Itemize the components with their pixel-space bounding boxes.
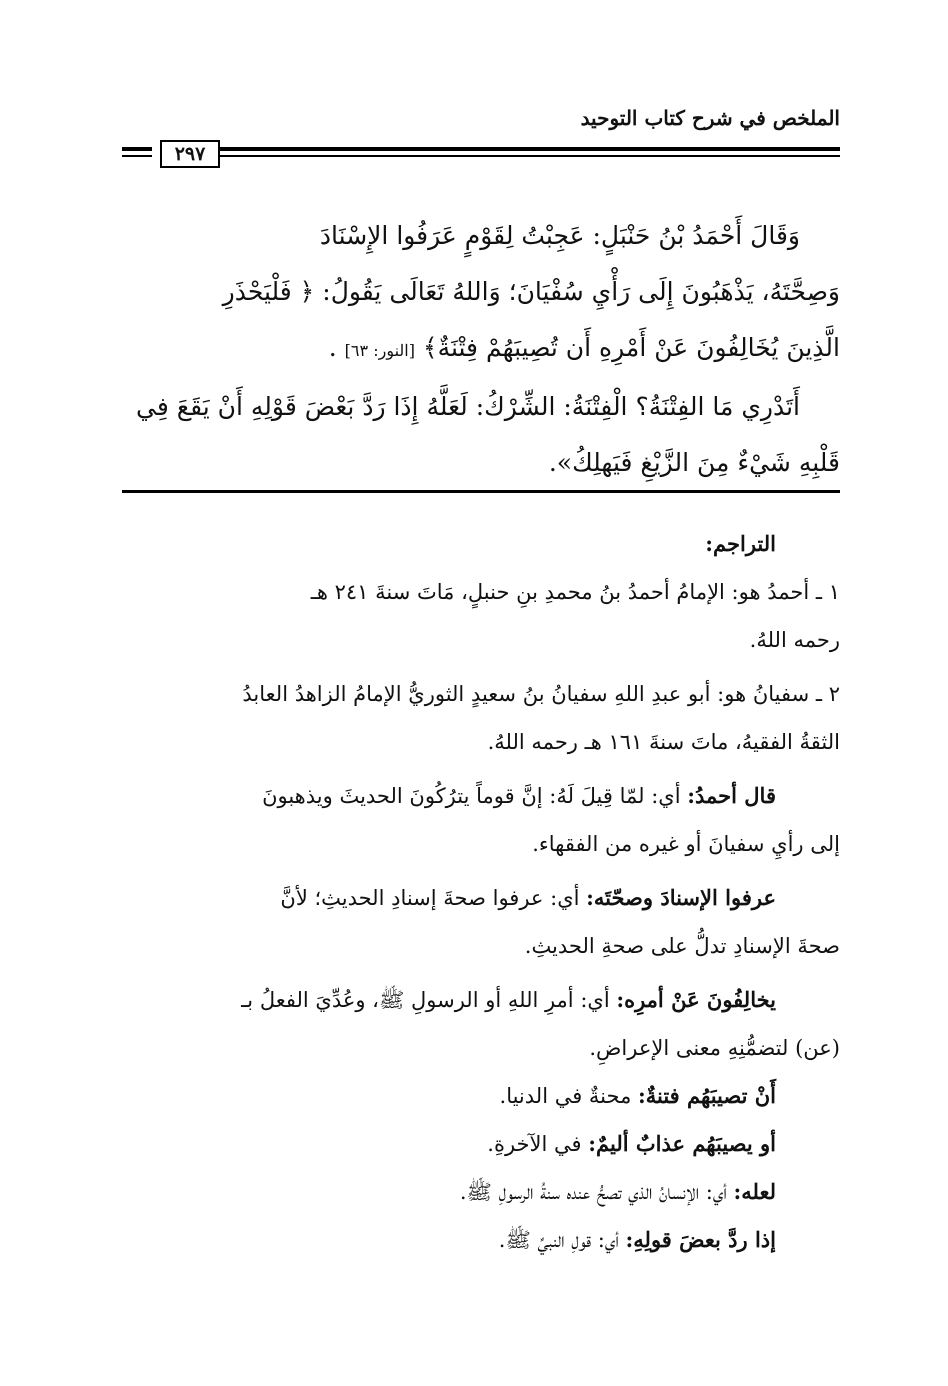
book-page <box>122 100 840 1280</box>
header-rule-short-thin <box>122 155 152 157</box>
note-term: قال أحمدُ: <box>687 783 776 808</box>
header-rule <box>122 140 840 166</box>
biography-line: ٢ ـ سفيانُ هو: أبو عبدِ اللهِ سفيانُ بنُ سعيدٍ الثوريُّ الإمامُ الزاهدُ العابدُ <box>242 682 840 706</box>
note-text: أي: قولِ النبيِّ ﷺ. <box>498 1228 626 1252</box>
quote-line: وَصِحَّتَهُ، يَذْهَبُونَ إِلَى رَأْيِ سُفْيَانَ؛ وَاللهُ تَعَالَى يَقُولُ: ﴿ فَلْيَحْذَرِ <box>222 277 840 306</box>
running-title: الملخص في شرح كتاب التوحيد <box>580 106 840 130</box>
quran-verse: الَّذِينَ يُخَالِفُونَ عَنْ أَمْرِهِ أَن تُصِيبَهُمْ فِتْنَةٌ﴾ <box>422 333 840 362</box>
note-paragraph <box>122 874 840 922</box>
note-term: أَنْ تصيبَهُم فتنةٌ: <box>638 1083 776 1108</box>
main-quote <box>122 208 840 491</box>
quote-line: وَقَالَ أَحْمَدُ بْنُ حَنْبَلٍ: عَجِبْتُ لِقَوْمٍ عَرَفُوا الإِسْنَادَ <box>319 221 800 250</box>
note-text: في الآخرةِ. <box>487 1132 589 1156</box>
note-text: أي: عرفوا صحةَ إسنادِ الحديثِ؛ لأنَّ <box>280 886 587 910</box>
biography-line: ١ ـ أحمدُ هو: الإمامُ أحمدُ بنُ محمدِ بنِ حنبلٍ، مَاتَ سنةَ ٢٤١ هـ <box>310 580 840 604</box>
quote-line: قَلْبِهِ شَيْءٌ مِنَ الزَّيْغِ فَيَهلِكُ». <box>548 448 840 477</box>
note-text: أي: الإنسانُ الذي تصحُّ عنده سنةُ الرسولِ ﷺ. <box>459 1180 734 1204</box>
note-paragraph <box>122 976 840 1024</box>
header-rule-thin <box>220 155 840 157</box>
notes-heading: التراجم: <box>705 531 776 556</box>
note-term: عرفوا الإسنادَ وصحّتَه: <box>586 885 776 910</box>
note-paragraph <box>122 1216 840 1264</box>
header-rule-short-thick <box>122 147 152 151</box>
note-continuation: (عن) لتضمُّنِهِ معنى الإعراضِ. <box>589 1036 840 1060</box>
biography-line: رحمه اللهُ. <box>749 628 840 652</box>
note-term: أو يصيبَهُم عذابٌ أليمٌ: <box>588 1131 776 1156</box>
note-paragraph <box>122 1120 840 1168</box>
note-term: يخالِفُونَ عَنْ أمرِه: <box>616 987 776 1012</box>
note-paragraph <box>122 1168 840 1216</box>
biography-line: الثقةُ الفقيهُ، ماتَ سنةَ ١٦١ هـ رحمه اللهُ. <box>487 730 840 754</box>
commentary-notes <box>122 520 840 1264</box>
note-term: لعله: <box>733 1179 776 1204</box>
note-continuation: إلى رأيِ سفيانَ أو غيره من الفقهاء. <box>532 832 840 856</box>
page-number: ٢٩٧ <box>160 140 220 168</box>
quote-verse-line <box>122 320 840 379</box>
note-paragraph <box>122 772 840 820</box>
header-rule-thick <box>220 147 840 151</box>
verse-end: . <box>328 333 337 362</box>
note-paragraph <box>122 1072 840 1120</box>
note-continuation: صحةَ الإسنادِ تدلُّ على صحةِ الحديثِ. <box>524 934 840 958</box>
note-text: أي: أمرِ اللهِ أو الرسولِ ﷺ، وعُدِّيَ الفعلُ بـ <box>241 988 617 1012</box>
section-divider <box>122 490 840 493</box>
note-text: محنةٌ في الدنيا. <box>499 1084 638 1108</box>
note-term: إذا ردَّ بعضَ قولِهِ: <box>625 1227 776 1252</box>
verse-reference: [النور: ٦٣] <box>344 341 415 360</box>
note-text: أي: لمّا قِيلَ لَهُ: إنَّ قوماً يترُكُونَ الحديثَ ويذهبونَ <box>262 784 688 808</box>
quote-line: أَتَدْرِي مَا الفِتْنَةُ؟ الْفِتْنَةُ: الشِّرْكُ: لَعَلَّهُ إِذَا رَدَّ بَعْضَ قَوْلِهِ أَنْ يَقَعَ فِي <box>136 392 800 421</box>
